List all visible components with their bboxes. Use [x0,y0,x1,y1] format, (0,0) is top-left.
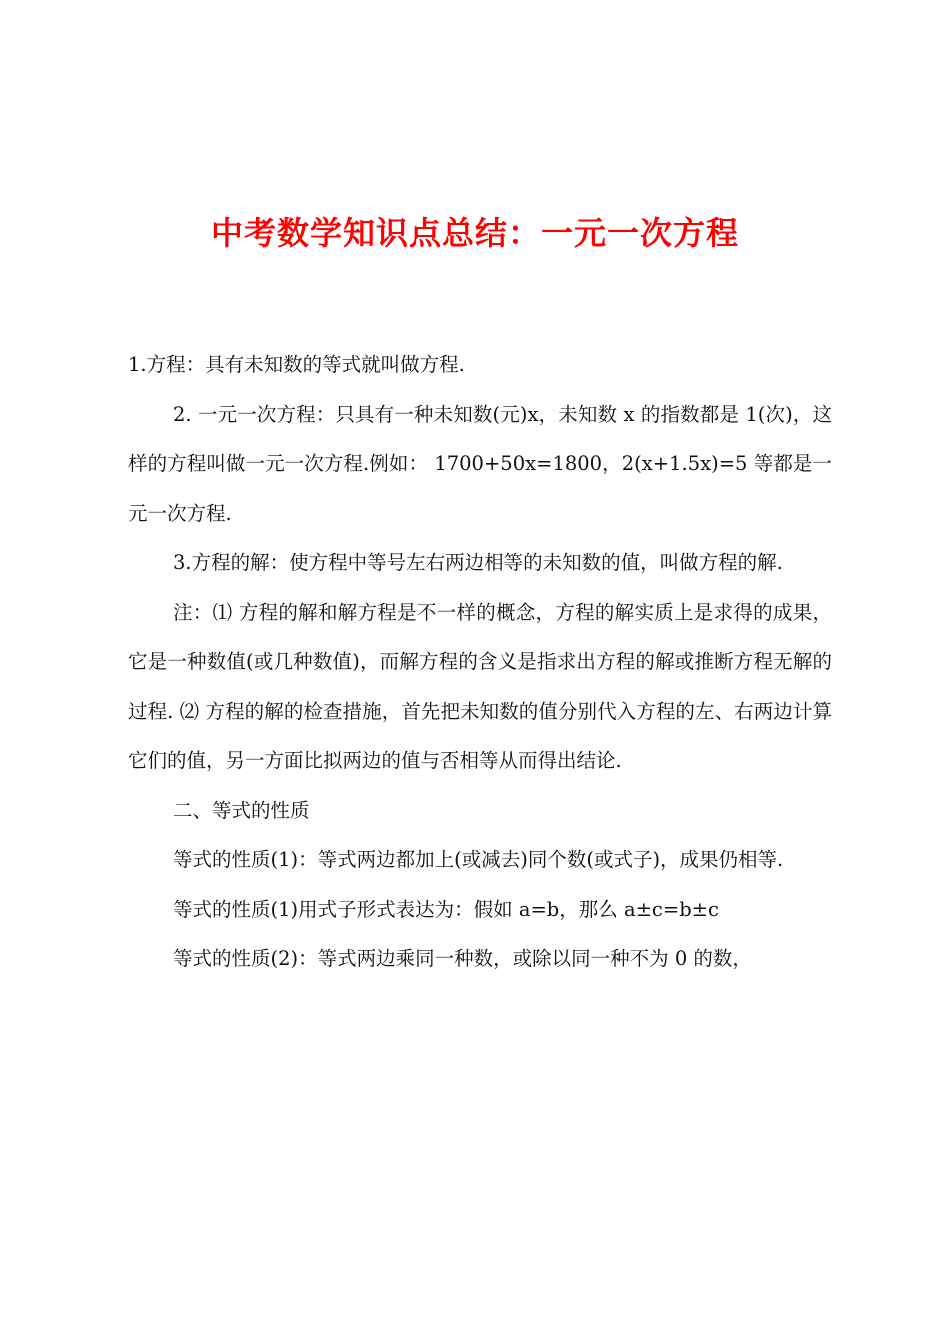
document-body [128,340,832,984]
paragraph-linear-equation-definition: 2. 一元一次方程：只具有一种未知数(元)x，未知数 x 的指数都是 1(次)，这样的方程叫做一元一次方程.例如： 1700+50x=1800，2(x+1.5x)=5 等都是一元一次方程. [128,402,832,525]
paragraph-equality-property-2: 等式的性质(2)：等式两边乘同一种数，或除以同一种不为 0 的数， [173,947,752,970]
paragraph-equality-property-1-formula: 等式的性质(1)用式子形式表达为：假如 a=b，那么 a±c=b±c [173,897,719,921]
paragraph-solution-definition: 3.方程的解：使方程中等号左右两边相等的未知数的值，叫做方程的解. [173,551,783,574]
paragraph-note: 注：⑴ 方程的解和解方程是不一样的概念，方程的解实质上是求得的成果，它是一种数值(或几种数值)，而解方程的含义是指求出方程的解或推断方程无解的过程. ⑵ 方程的解的检查措施，首先把未知数的值分别代入方程的左、右两边计算它们的值，另一方面比拟两边的值与否相等从而得出结论. [128,600,832,772]
document-title: 中考数学知识点总结：一元一次方程 [210,214,739,252]
paragraph-equality-property-1: 等式的性质(1)：等式两边都加上(或减去)同个数(或式子)，成果仍相等. [173,848,784,871]
paragraph-equation-definition: 1.方程：具有未知数的等式就叫做方程. [128,353,465,376]
section-heading-equality-properties: 二、等式的性质 [173,798,310,822]
